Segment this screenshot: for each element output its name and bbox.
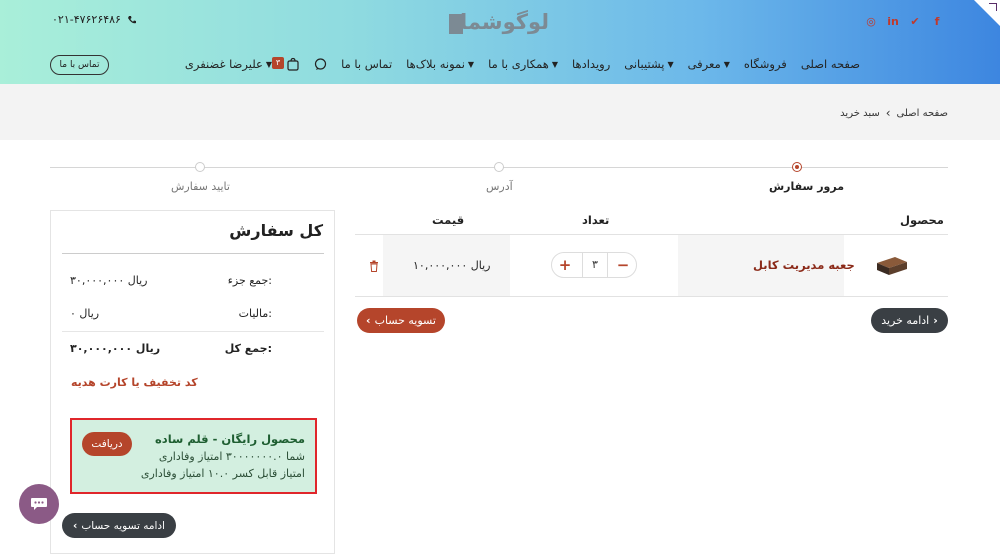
nav-label: همکاری با ما bbox=[488, 57, 549, 71]
chat-bubble-icon bbox=[30, 496, 48, 512]
nav-item-support[interactable] bbox=[624, 57, 673, 71]
step-dot-confirm bbox=[195, 162, 205, 172]
total-value: ۳۰,۰۰۰,۰۰۰ ریال bbox=[70, 342, 161, 355]
subtotal-row bbox=[62, 274, 324, 290]
table-row bbox=[355, 235, 948, 296]
column-header-quantity: تعداد bbox=[582, 213, 610, 227]
nav-item-cooperation[interactable] bbox=[488, 57, 558, 71]
trash-icon[interactable] bbox=[369, 260, 379, 272]
nav-label: معرفی bbox=[687, 57, 721, 71]
chat-button[interactable] bbox=[19, 484, 59, 524]
main-nav bbox=[184, 54, 860, 74]
nav-label: رویدادها bbox=[572, 57, 611, 71]
chevron-left-icon: ‹ bbox=[73, 519, 78, 532]
breadcrumb-current: سبد خرید bbox=[840, 107, 880, 119]
quantity-value[interactable]: ۳ bbox=[582, 253, 608, 277]
promo-points: شما ۳۰۰۰۰۰۰۰.۰ امتیاز وفاداری bbox=[158, 450, 305, 463]
breadcrumb-bar bbox=[0, 84, 1000, 140]
linkedin-icon[interactable]: in bbox=[887, 15, 899, 28]
speech-bubble-icon bbox=[314, 58, 327, 71]
chevron-right-icon: › bbox=[933, 314, 938, 327]
chevron-down-icon: ▼ bbox=[667, 59, 674, 69]
nav-label: تماس با ما bbox=[341, 57, 393, 71]
nav-item-home[interactable] bbox=[801, 57, 860, 71]
tax-row bbox=[62, 307, 324, 323]
chevron-down-icon: ▼ bbox=[723, 59, 730, 69]
site-header bbox=[0, 0, 1000, 84]
phone-icon bbox=[127, 15, 137, 25]
continue-checkout-label: ادامه تسویه حساب bbox=[81, 519, 165, 532]
nav-item-events[interactable] bbox=[572, 57, 610, 71]
continue-shopping-label: ادامه خرید bbox=[881, 314, 930, 327]
continue-checkout-button[interactable] bbox=[62, 513, 176, 538]
product-image[interactable] bbox=[875, 253, 909, 277]
logo-text: لوگوشما bbox=[459, 10, 549, 34]
cart-widget[interactable] bbox=[275, 57, 300, 71]
chevron-left-icon: ‹ bbox=[366, 314, 371, 327]
social-links bbox=[865, 16, 943, 28]
shopping-bag-icon bbox=[286, 57, 300, 71]
nav-item-shop[interactable] bbox=[744, 57, 787, 71]
promo-title: محصول رایگان - قلم ساده bbox=[155, 432, 305, 446]
cart-count-badge: ۳ bbox=[272, 57, 284, 69]
row-price: ۱۰,۰۰۰,۰۰۰ ریال bbox=[413, 259, 491, 272]
nav-label: نمونه بلاک‌ها bbox=[406, 57, 465, 71]
facebook-icon[interactable]: f bbox=[934, 15, 940, 28]
coupon-link[interactable]: کد تخفیف یا کارت هدیه bbox=[71, 376, 198, 389]
column-header-price: قیمت bbox=[432, 213, 465, 227]
table-divider bbox=[355, 296, 948, 297]
instagram-icon[interactable]: ◎ bbox=[866, 15, 876, 28]
chevron-down-icon: ▼ bbox=[467, 59, 475, 69]
free-product-promo bbox=[70, 418, 317, 494]
chevron-left-icon: ‹ bbox=[885, 106, 891, 120]
chevron-down-icon: ▼ bbox=[551, 59, 559, 69]
step-dot-address bbox=[494, 162, 504, 172]
promo-deductible: امتیاز قابل کسر ۱۰.۰ امتیاز وفاداری bbox=[140, 467, 305, 480]
twitter-icon[interactable]: ✔ bbox=[910, 15, 920, 28]
quantity-increase-button[interactable]: + bbox=[558, 256, 572, 274]
corner-arrow-icon[interactable] bbox=[989, 3, 997, 11]
breadcrumb bbox=[840, 106, 948, 120]
chevron-down-icon: ▼ bbox=[265, 59, 273, 69]
nav-item-blocks[interactable] bbox=[406, 57, 474, 71]
step-label-address[interactable]: آدرس bbox=[486, 180, 513, 193]
subtotal-value: ۳۰,۰۰۰,۰۰۰ ریال bbox=[70, 274, 148, 287]
divider bbox=[62, 331, 324, 332]
nav-label: صفحه اصلی bbox=[800, 57, 860, 71]
column-header-product: محصول bbox=[900, 213, 944, 227]
tax-value: ۰ ریال bbox=[70, 307, 100, 320]
order-summary-panel bbox=[50, 210, 335, 554]
nav-label: پشتیبانی bbox=[624, 57, 665, 71]
quantity-stepper bbox=[551, 252, 637, 278]
checkout-button[interactable] bbox=[357, 308, 445, 333]
step-dot-review bbox=[792, 162, 802, 172]
continue-shopping-button[interactable] bbox=[871, 308, 948, 333]
checkout-label: تسویه حساب bbox=[374, 314, 436, 327]
contact-us-button[interactable]: تماس با ما bbox=[50, 55, 109, 75]
nav-item-intro[interactable] bbox=[688, 57, 730, 71]
phone-number[interactable] bbox=[52, 13, 137, 26]
quantity-decrease-button[interactable]: − bbox=[616, 256, 630, 274]
total-label: جمع کل: bbox=[224, 342, 272, 355]
total-row bbox=[62, 342, 324, 358]
order-summary-title: کل سفارش bbox=[229, 221, 323, 240]
product-name-link[interactable]: جعبه مدیریت کابل bbox=[753, 258, 855, 272]
step-label-confirm[interactable]: تایید سفارش bbox=[171, 180, 230, 193]
user-menu[interactable] bbox=[185, 57, 272, 71]
breadcrumb-home-link[interactable]: صفحه اصلی bbox=[896, 107, 948, 119]
divider bbox=[62, 253, 324, 254]
site-logo[interactable] bbox=[449, 10, 553, 38]
phone-text: ۰۲۱-۴۷۶۲۶۴۸۶ bbox=[52, 13, 121, 26]
user-name: علیرضا غضنفری bbox=[184, 57, 263, 71]
chat-nav-icon[interactable] bbox=[314, 58, 327, 71]
cart-icon bbox=[275, 57, 300, 71]
nav-label: فروشگاه bbox=[743, 57, 787, 71]
nav-item-contact[interactable] bbox=[341, 57, 392, 71]
subtotal-label: جمع جزء: bbox=[227, 274, 272, 287]
step-label-review[interactable]: مرور سفارش bbox=[769, 180, 845, 193]
tax-label: مالیات: bbox=[238, 307, 272, 320]
claim-promo-button[interactable]: دریافت bbox=[82, 432, 132, 456]
